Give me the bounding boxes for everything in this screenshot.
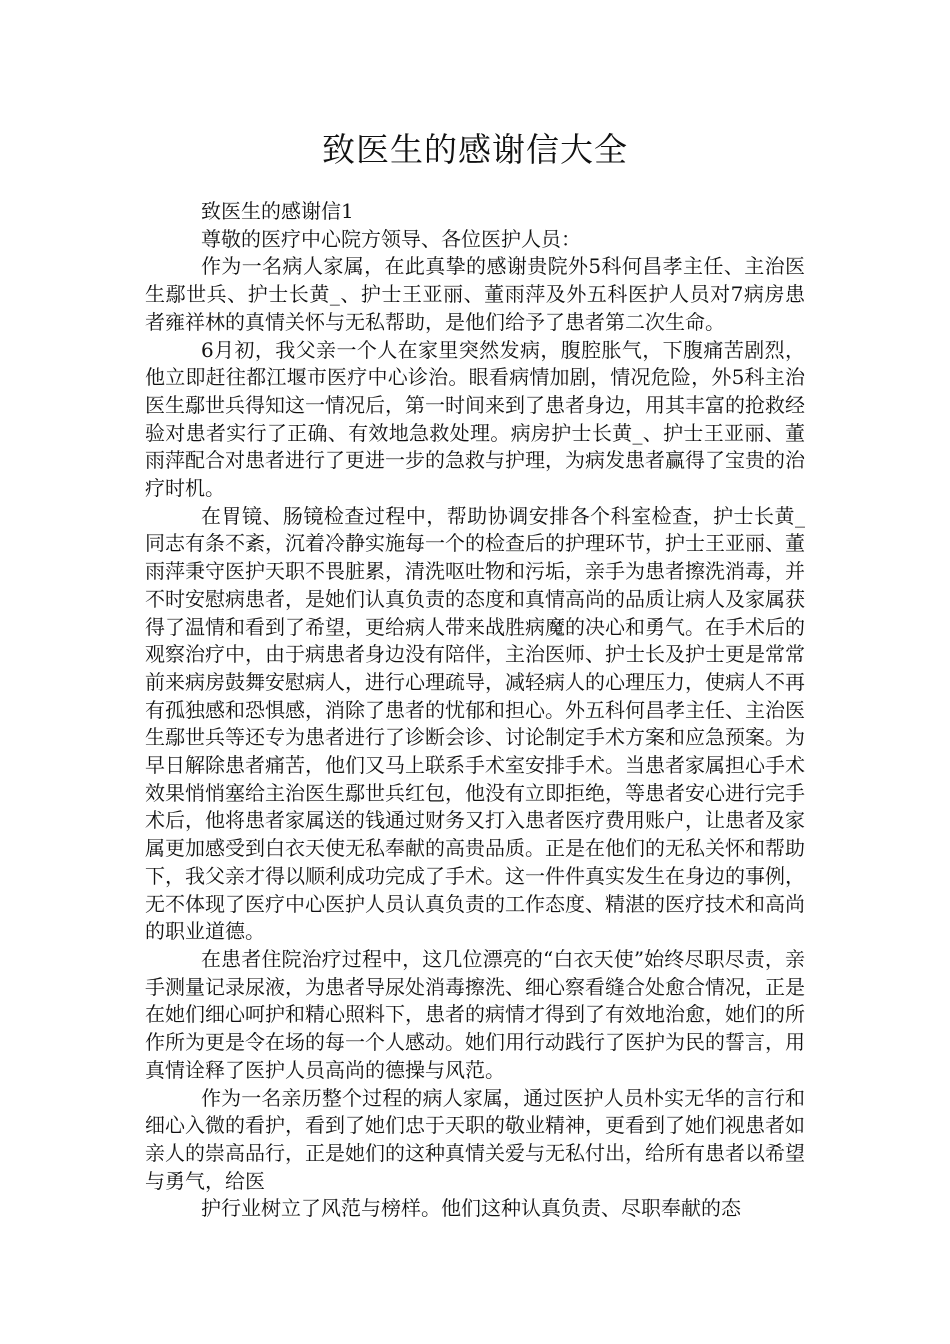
salutation: 尊敬的医疗中心院方领导、各位医护人员： bbox=[201, 226, 581, 251]
document-title: 致医生的感谢信大全 bbox=[322, 130, 628, 169]
body-paragraph: 在患者住院治疗过程中，这几位漂亮的“白衣天使”始终尽职尽责，亲手测量记录尿液，为患者导尿处消毒擦洗、细心察看缝合处愈合情况，正是在她们细心呵护和精心照料下，患者的病情才得到了有效地治愈，她们的所作所为更是令在场的每一个人感动。她们用行动践行了医护为民的誓言，用真情诠释了医护人员高尚的德操与风范。 bbox=[145, 946, 805, 1082]
body-paragraph: 作为一名病人家属，在此真挚的感谢贵院外5科何昌孝主任、主治医生鄢世兵、护士长黄_、护士王亚丽、董雨萍及外五科医护人员对7病房患者雍祥林的真情关怀与无私帮助，是他们给予了患者第二次生命。 bbox=[145, 254, 805, 334]
document-body bbox=[145, 198, 805, 1223]
body-paragraph: 护行业树立了风范与榜样。他们这种认真负责、尽职奉献的态 bbox=[201, 1196, 741, 1221]
letter-heading: 致医生的感谢信1 bbox=[201, 199, 354, 223]
body-paragraph: 在胃镜、肠镜检查过程中，帮助协调安排各个科室检查，护士长黄_同志有条不紊，沉着冷静实施每一个的检查后的护理环节，护士王亚丽、董雨萍秉守医护天职不畏脏累，清洗呕吐物和污垢，亲手为患者擦洗消毒，并不时安慰病患者，是她们认真负责的态度和真情高尚的品质让病人及家属获得了温情和看到了希望，更给病人带来战胜病魔的决心和勇气。在手术后的观察治疗中，由于病患者身边没有陪伴，主治医师、护士长及护士更是常常前来病房鼓舞安慰病人，进行心理疏导，减轻病人的心理压力，使病人不再有孤独感和恐惧感，消除了患者的忧郁和担心。外五科何昌孝主任、主治医生鄢世兵等还专为患者进行了诊断会诊、讨论制定手术方案和应急预案。为早日解除患者痛苦，他们又马上联系手术室安排手术。当患者家属担心手术效果悄悄塞给主治医生鄢世兵红包，他没有立即拒绝，等患者安心进行完手术后，他将患者家属送的钱通过财务又打入患者医疗费用账户，让患者及家属更加感受到白衣天使无私奉献的高贵品质。正是在他们的无私关怀和帮助下，我父亲才得以顺利成功完成了手术。这一件件真实发生在身边的事例，无不体现了医疗中心医护人员认真负责的工作态度、精湛的医疗技术和高尚的职业道德。 bbox=[145, 503, 805, 944]
body-paragraph: 6月初，我父亲一个人在家里突然发病，腹腔胀气，下腹痛苦剧烈，他立即赶往都江堰市医疗中心诊治。眼看病情加剧，情况危险，外5科主治医生鄢世兵得知这一情况后，第一时间来到了患者身边，用其丰富的抢救经验对患者实行了正确、有效地急救处理。病房护士长黄_、护士王亚丽、董雨萍配合对患者进行了更进一步的急救与护理，为病发患者赢得了宝贵的治疗时机。 bbox=[145, 337, 805, 501]
body-paragraph: 作为一名亲历整个过程的病人家属，通过医护人员朴实无华的言行和细心入微的看护，看到了她们忠于天职的敬业精神，更看到了她们视患者如亲人的崇高品行，正是她们的这种真情关爱与无私付出，给所有患者以希望与勇气，给医 bbox=[145, 1085, 805, 1193]
